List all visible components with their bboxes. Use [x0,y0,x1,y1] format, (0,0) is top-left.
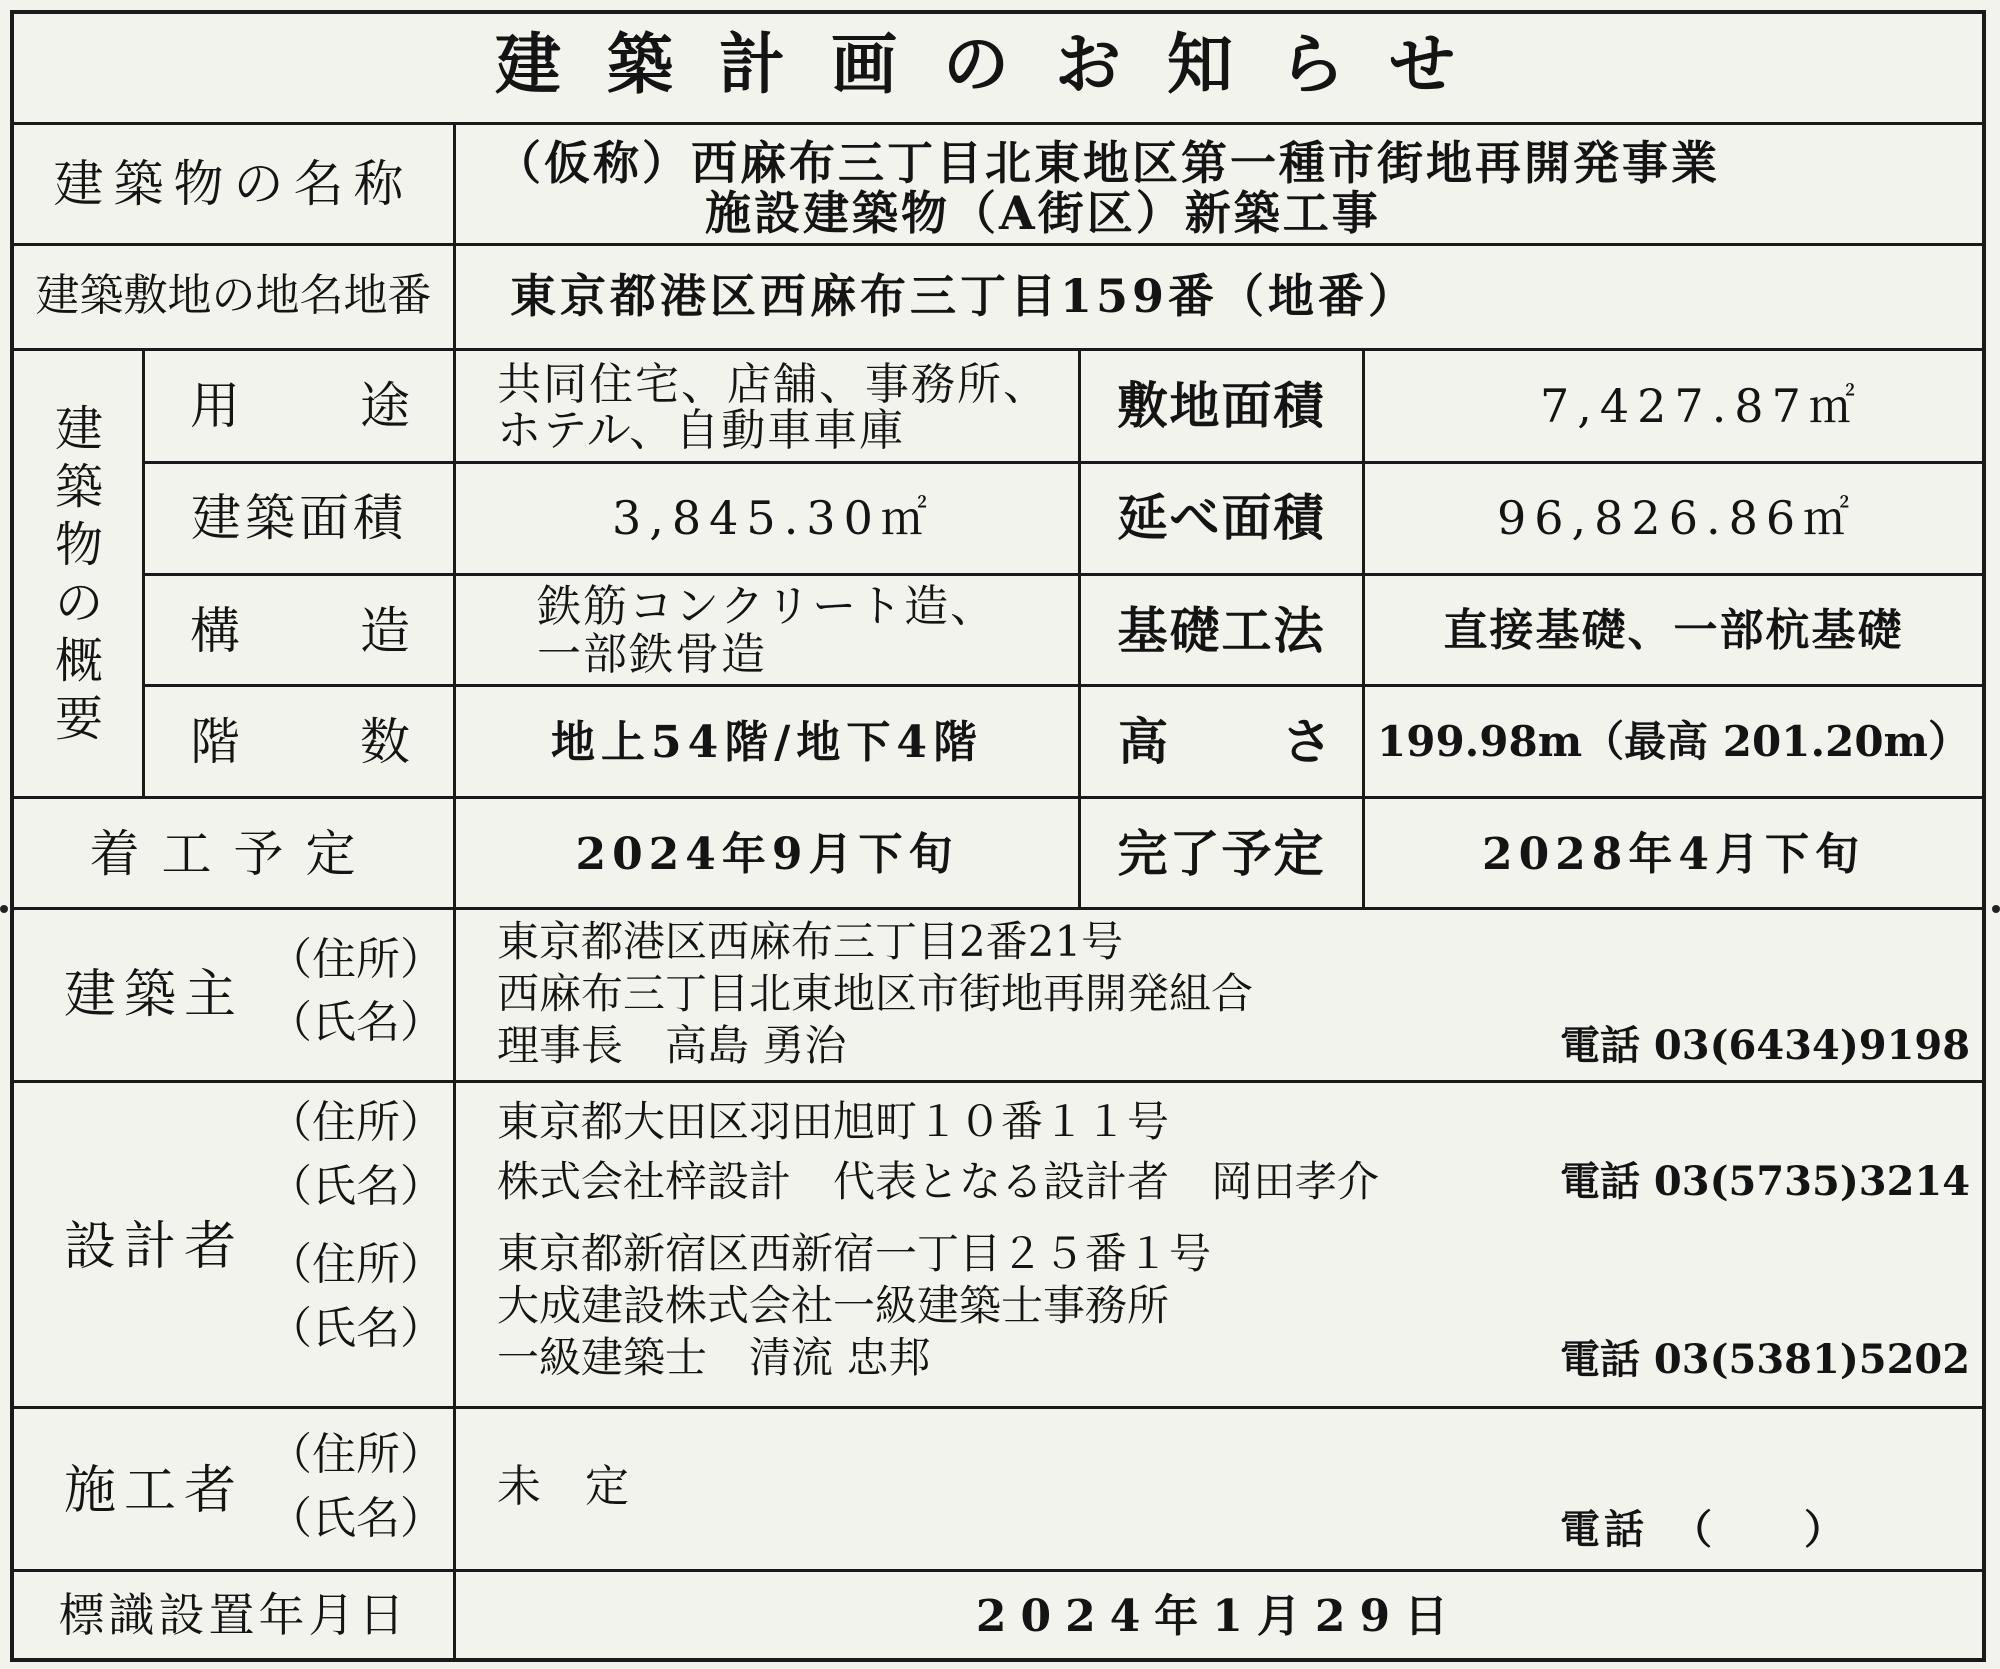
designer-b-address-sub: （住所） [268,1239,444,1290]
building-name-label: 建築物の名称 [53,155,414,213]
constructor-address-sub: （住所） [268,1429,444,1480]
designer-a-address-sub: （住所） [268,1097,444,1148]
height-label-b: さ [1282,712,1332,771]
structure-value-line2: 一部鉄骨造 [537,629,767,680]
owner-name-sub: （氏名） [268,997,444,1048]
sign-date-label: 標識設置年月日 [58,1588,409,1642]
rule [10,122,1985,125]
height-label-a: 高 [1118,712,1168,771]
site-area-value: 7,427.87㎡ [1540,379,1863,433]
total-floor-area-value: 96,826.86㎡ [1497,491,1858,545]
designer-a-firm: 株式会社梓設計 代表となる設計者 岡田孝介 [497,1157,1380,1206]
use-value-line1: 共同住宅、店舗、事務所、 [497,359,1049,410]
rule [10,243,1985,246]
building-name-line2: 施設建築物（A街区）新築工事 [705,186,1381,240]
structure-label-b: 造 [360,602,410,660]
constructor-phone: 電話 （ ） [1560,1506,1848,1553]
building-area-label: 建築面積 [191,489,407,547]
site-address-label: 建築敷地の地名地番 [35,270,432,321]
rule [10,348,1985,351]
designer-a-phone: 電話 03(5735)3214 [1560,1158,1971,1205]
completion-label: 完了予定 [1117,824,1326,883]
start-label: 着工予定 [89,825,378,883]
height-value: 199.98m（最高 201.20m） [1377,717,1970,766]
building-name-line1: （仮称）西麻布三丁目北東地区第一種市街地再開発事業 [495,136,1720,190]
designer-b-architect: 一級建築士 清流 忠邦 [497,1333,931,1382]
constructor-name-sub: （氏名） [268,1493,444,1544]
floors-label-b: 数 [360,713,410,771]
owner-phone: 電話 03(6434)9198 [1560,1022,1971,1069]
rule [10,1569,1985,1572]
floors-label-a: 階 [190,713,240,771]
rule [10,1658,1985,1662]
use-label-a: 用 [190,377,240,435]
rule [142,461,1985,464]
owner-address: 東京都港区西麻布三丁目2番21号 [497,917,1124,966]
total-floor-area-label: 延べ面積 [1117,488,1326,547]
rule [10,1080,1985,1083]
structure-value-line1: 鉄筋コンクリート造、 [537,581,997,632]
site-area-label: 敷地面積 [1117,376,1326,435]
site-address-value: 東京都港区西麻布三丁目159番（地番） [510,269,1419,323]
rule [453,122,456,1662]
rule [142,573,1985,576]
foundation-value: 直接基礎、一部杭基礎 [1443,605,1904,656]
overview-label: 建築物の概要 [54,401,103,747]
speck [0,905,8,913]
designer-b-firm: 大成建設株式会社一級建築士事務所 [497,1281,1170,1330]
rule [1982,10,1986,1662]
constructor-value: 未 定 [497,1461,629,1512]
rule [10,796,1985,799]
speck [1992,905,2000,913]
foundation-label: 基礎工法 [1117,601,1326,660]
designer-a-address: 東京都大田区羽田旭町１０番１１号 [497,1097,1170,1146]
designer-a-name-sub: （氏名） [268,1161,444,1212]
use-value-line2: ホテル、自動車車庫 [497,405,906,456]
designer-b-phone: 電話 03(5381)5202 [1560,1336,1971,1383]
building-area-value: 3,845.30㎡ [612,491,935,545]
owner-organization: 西麻布三丁目北東地区市街地再開発組合 [497,969,1254,1018]
designer-label: 設計者 [64,1217,245,1277]
designer-b-address: 東京都新宿区西新宿一丁目２５番１号 [497,1229,1212,1278]
rule [142,348,145,796]
start-value: 2024年9月下旬 [575,829,959,880]
completion-value: 2028年4月下旬 [1481,829,1866,880]
designer-b-name-sub: （氏名） [268,1303,444,1354]
structure-label-a: 構 [190,602,240,660]
use-label-b: 途 [360,377,410,435]
rule [10,1406,1985,1409]
rule [10,10,1985,14]
floors-value: 地上54階/地下4階 [551,717,983,768]
owner-representative: 理事長 高島 勇治 [497,1021,847,1070]
owner-label: 建築主 [64,965,245,1025]
rule [142,684,1985,687]
constructor-label: 施工者 [64,1461,245,1521]
owner-address-sub: （住所） [268,934,444,985]
sign-title: 建築計画のお知らせ [494,25,1502,103]
rule [10,907,1985,910]
sign-date-value: 2024年1月29日 [975,1591,1463,1642]
